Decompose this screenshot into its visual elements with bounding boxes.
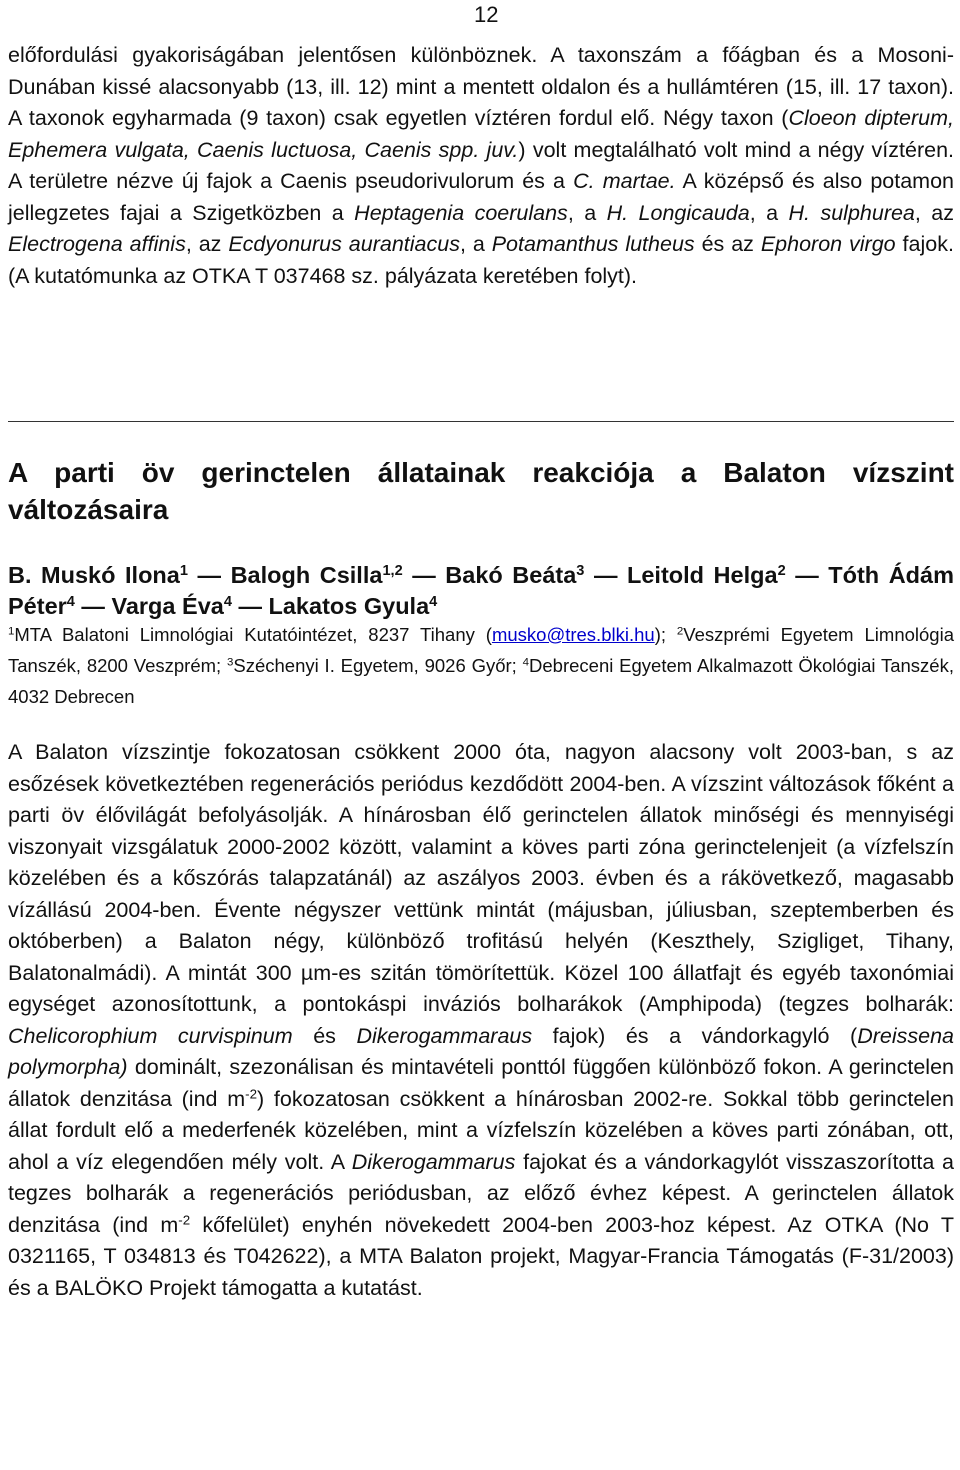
species-name: Dikerogammarus <box>351 1149 516 1174</box>
affiliation-text: Széchenyi I. Egyetem, 9026 Győr; <box>233 655 523 676</box>
author-separator: — <box>187 562 231 588</box>
author-name: Leitold Helga <box>627 562 778 588</box>
paragraph-text: , a <box>567 200 607 225</box>
affiliation-number: 2 <box>676 625 684 638</box>
abstract-text: ) fokozatosan csökkent a hínárosban 2002-re. Sokkal több gerinctelen állat fordult elő a mederfenék közelében, mint a vízfelszín közelében a köves parti zónában, ott, ahol a víz elegendően mély volt. A <box>8 1086 954 1174</box>
author-separator: — <box>74 593 112 619</box>
species-name: Chelicorophium curvispinum <box>8 1023 293 1048</box>
affiliation-number: 1 <box>8 625 15 638</box>
species-name: Cloeon dipterum, Ephemera vulgata, Caenis luctuosa, Caenis spp. juv. <box>8 106 954 162</box>
affiliation-mark: 3 <box>576 563 585 579</box>
abstract-text: fajokat és a vándorkagylót visszaszorította a tegzes bolharák a regenerációs periódusban, az előző évhez képest. A gerinctelen állatok denzitása (ind m <box>8 1149 955 1237</box>
author-separator: — <box>785 562 829 588</box>
abstract-text: kőfelület) enyhén növekedett 2004-ben 2003-hoz képest. Az OTKA (No T 0321165, T 034813 és T042622), a MTA Balaton projekt, Magyar-Francia Támogatás (F-31/2003) és a BALÖKO Projekt támogatta a kutatást. <box>8 1212 954 1300</box>
author-separator: — <box>584 562 627 588</box>
affiliation-mark: 4 <box>66 594 75 610</box>
species-name: Heptagenia coerulans <box>354 200 568 225</box>
species-name: H. Longicauda <box>606 200 750 225</box>
species-name: Potamanthus lutheus <box>491 232 695 256</box>
paragraph-text: , a <box>459 232 492 256</box>
abstract-text: dominált, szezonálisan és mintavételi ponttól függően különböző fokon. A gerinctelen állatok denzitása (ind m <box>8 1055 954 1111</box>
author-separator: — <box>231 593 269 619</box>
species-name: Ephoron virgo <box>760 232 896 256</box>
author-list <box>8 560 954 622</box>
paragraph-text: , az <box>914 200 954 225</box>
affiliation-text: Debreceni Egyetem Alkalmazott Ökológiai Tanszék, 4032 Debrecen <box>8 655 954 707</box>
affiliation-mark: 1,2 <box>382 563 403 579</box>
affiliation-mark: 4 <box>223 594 232 610</box>
paragraph-text: és az <box>694 232 761 256</box>
abstract-text: fajok) és a vándorkagyló ( <box>532 1023 858 1048</box>
author-name: Lakatos Gyula <box>268 593 430 619</box>
author-name: Balogh Csilla <box>230 562 383 588</box>
species-name: Dikerogammaraus <box>356 1023 533 1048</box>
paragraph-text: fajok. (A kutatómunka az OTKA T 037468 sz. pályázata keretében folyt). <box>8 232 954 288</box>
section-title: A parti öv gerinctelen állatainak reakciója a Balaton vízszint változásaira <box>8 457 954 525</box>
author-name: Bakó Beáta <box>445 562 577 588</box>
affiliation-number: 4 <box>522 656 530 669</box>
affiliation-mark: 1 <box>179 563 188 579</box>
affiliation-mark: 4 <box>429 594 438 610</box>
unit-exponent: -2 <box>178 1212 191 1228</box>
affiliation-mark: 2 <box>777 563 786 579</box>
species-name: Dreissena polymorpha) <box>8 1023 954 1079</box>
author-name: B. Muskó Ilona <box>8 562 180 588</box>
species-name: Ecdyonurus aurantiacus <box>228 232 460 256</box>
affiliation-text: Veszprémi Egyetem Limnológia Tanszék, 8200 Veszprém; <box>8 624 954 676</box>
species-name: C. martae. <box>573 169 676 193</box>
paragraph-text: , a <box>749 200 789 225</box>
affiliation-text: MTA Balatoni Limnológiai Kutatóintézet, 8237 Tihany ( <box>14 624 492 645</box>
paragraph-mayfly-taxa <box>8 40 954 292</box>
affiliation-text: ); <box>654 624 677 645</box>
species-name: Electrogena affinis <box>8 232 186 256</box>
email-link[interactable]: musko@tres.blki.hu <box>491 624 655 645</box>
author-separator: — <box>402 562 446 588</box>
unit-exponent: -2 <box>245 1086 258 1102</box>
abstract-text: A Balaton vízszintje fokozatosan csökkent 2000 óta, nagyon alacsony volt 2003-ban, s az esőzések következtében regenerációs periódus kezdődött 2004-ben. A vízszint változások főként a parti öv élővilágát befolyásolják. A hínárosban élő gerinctelen állatok minőségi és mennyiségi viszonyait vizsgálatuk 2000-2002 között, valamint a köves parti zóna gerinctelenjeit (a vízfelszín közelében és a kőszórás talapzatánál) az aszályos 2003. évben és a rákövetkező, magasabb vízállású 2004-ben. Évente négyszer vettünk mintát (májusban, júliusban, szeptemberben és októberben) a Balaton négy, különböző trofitású helyén (Keszthely, Szigliget, Tihany, Balatonalmádi). A mintát 300 µm-es szitán tömörítettük. Közel 100 állatfajt és egyéb taxonómiai egységet azonosítottunk, a pontokáspi inváziós bolharákok (Amphipoda) (tegzes bolharák: <box>8 740 954 1016</box>
affiliation-number: 3 <box>227 656 234 669</box>
paragraph-text: , az <box>185 232 229 256</box>
species-name: H. sulphurea <box>788 200 915 225</box>
abstract-paragraph <box>8 737 954 1304</box>
paragraph-text: A középső és also potamon jellegzetes fajai a Szigetközben a <box>8 169 954 225</box>
affiliation-list <box>8 619 954 712</box>
section-divider <box>8 421 954 422</box>
author-name: Tóth Ádám Péter <box>8 562 954 619</box>
page-number: 12 <box>474 2 499 27</box>
abstract-text: és <box>292 1023 357 1048</box>
paragraph-text: előfordulási gyakoriságában jelentősen különböznek. A taxonszám a főágban és a Mosoni-Dunában kissé alacsonyabb (13, ill. 12) mint a mentett oldalon és a hullámtéren (15, ill. 17 taxon). A taxonok egyharmada (9 taxon) csak egyetlen víztéren fordul elő. Négy taxon ( <box>8 43 954 130</box>
document-page <box>8 0 954 1470</box>
author-name: Varga Éva <box>111 593 224 619</box>
paragraph-text: ) volt megtalálható volt mind a négy víztéren. A területre nézve új fajok a Caenis pseudorivulorum és a <box>8 137 954 193</box>
